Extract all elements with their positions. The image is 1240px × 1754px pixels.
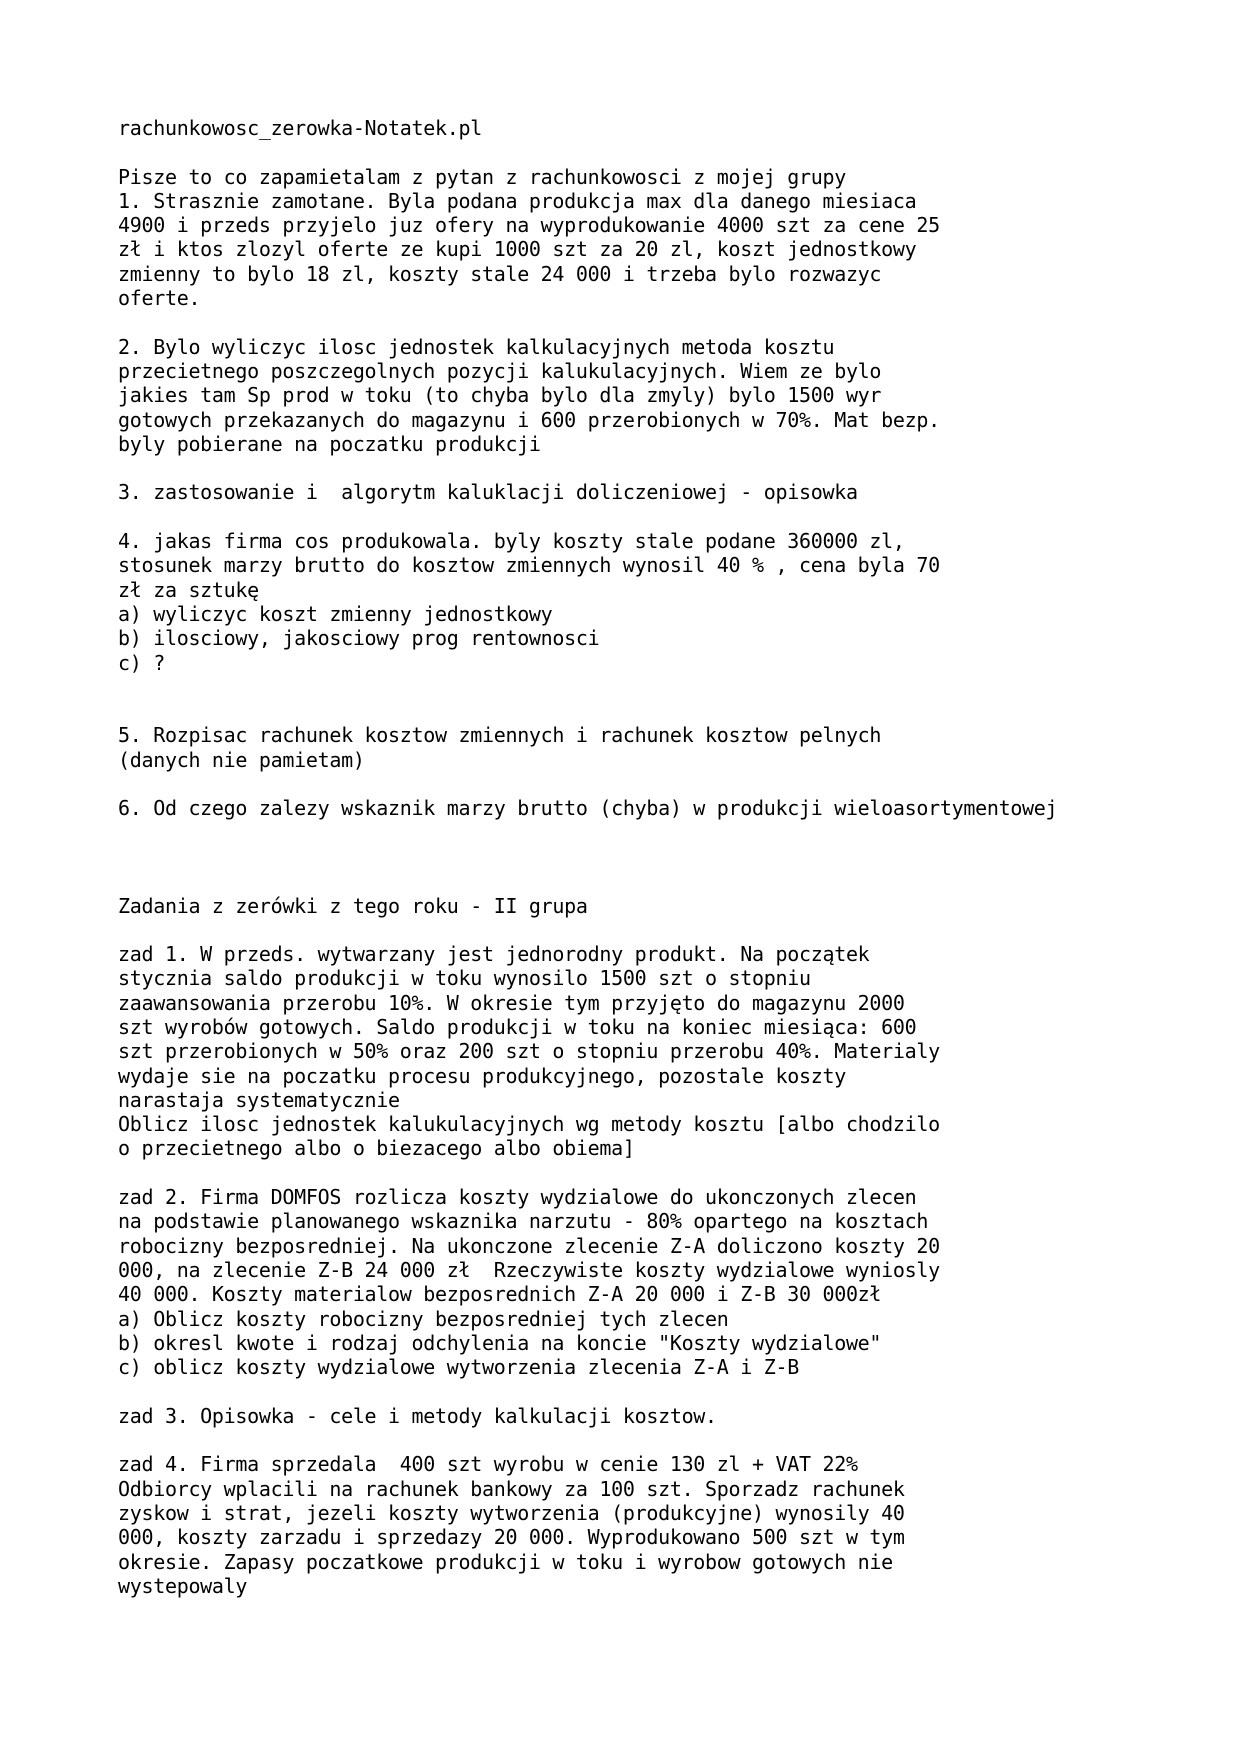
task-1	[118, 942, 1228, 1161]
text-line: 4900 i przeds przyjelo juz ofery na wyprodukowanie 4000 szt za cene 25	[118, 213, 940, 238]
text-line: 4. jakas firma cos produkowala. byly koszty stale podane 360000 zl,	[118, 529, 905, 554]
text-line: stycznia saldo produkcji w toku wynosilo 1500 szt o stopniu	[118, 966, 811, 991]
spacer	[118, 505, 1228, 529]
spacer	[118, 699, 1228, 723]
spacer	[118, 821, 1228, 845]
intro-line: Pisze to co zapamietalam z pytan z rachunkowosci z mojej grupy	[118, 164, 846, 189]
text-line: 1. Strasznie zamotane. Byla podana produkcja max dla danego miesiaca	[118, 188, 917, 213]
text-line: byly pobierane na poczatku produkcji	[118, 431, 541, 456]
text-line: c) ?	[118, 650, 165, 675]
text-line: robocizny bezposredniej. Na ukonczone zlecenie Z-A doliczono koszty 20	[118, 1233, 940, 1258]
spacer	[118, 1161, 1228, 1185]
text-line: a) wyliczyc koszt zmienny jednostkowy	[118, 601, 553, 626]
task-2	[118, 1185, 1228, 1379]
text-line: b) ilosciowy, jakosciowy prog rentownosci	[118, 626, 600, 651]
spacer	[118, 1428, 1228, 1452]
text-line: 3. zastosowanie i algorytm kaluklacji doliczeniowej - opisowka	[118, 480, 858, 505]
text-line: okresie. Zapasy poczatkowe produkcji w toku i wyrobow gotowych nie	[118, 1549, 893, 1574]
text-line: 5. Rozpisac rachunek kosztow zmiennych i rachunek kosztow pelnych	[118, 723, 882, 748]
text-line: gotowych przekazanych do magazynu i 600 przerobionych w 70%. Mat bezp.	[118, 407, 940, 432]
text-line: zyskow i strat, jezeli koszty wytworzenia (produkcyjne) wynosily 40	[118, 1500, 905, 1525]
text-line: zad 3. Opisowka - cele i metody kalkulacji kosztow.	[118, 1403, 717, 1428]
text-line: Oblicz ilosc jednostek kalukulacyjnych wg metody kosztu [albo chodzilo	[118, 1112, 940, 1137]
spacer	[118, 1379, 1228, 1403]
spacer	[118, 772, 1228, 796]
text-line: zł i ktos zlozyl oferte ze kupi 1000 szt za 20 zl, koszt jednostkowy	[118, 237, 917, 262]
text-line: 000, na zlecenie Z-B 24 000 zł Rzeczywiste koszty wydzialowe wyniosly	[118, 1257, 940, 1282]
text-line: narastaja systematycznie	[118, 1087, 400, 1112]
text-line: szt przerobionych w 50% oraz 200 szt o stopniu przerobu 40%. Materialy	[118, 1039, 940, 1064]
text-line: Odbiorcy wplacili na rachunek bankowy za 100 szt. Sporzadz rachunek	[118, 1476, 905, 1501]
question-4	[118, 529, 1228, 675]
text-line: zad 4. Firma sprzedala 400 szt wyrobu w cenie 130 zl + VAT 22%	[118, 1452, 858, 1477]
text-line: 2. Bylo wyliczyc ilosc jednostek kalkulacyjnych metoda kosztu	[118, 334, 835, 359]
question-3	[118, 480, 1228, 504]
text-line: c) oblicz koszty wydzialowe wytworzenia zlecenia Z-A i Z-B	[118, 1355, 799, 1380]
text-line: przecietnego poszczegolnych pozycji kalukulacyjnych. Wiem ze bylo	[118, 358, 882, 383]
text-line: wystepowaly	[118, 1573, 248, 1598]
spacer	[118, 845, 1228, 869]
text-line: zad 2. Firma DOMFOS rozlicza koszty wydzialowe do ukonczonych zlecen	[118, 1185, 917, 1210]
question-6	[118, 796, 1228, 820]
text-line: zł za sztukę	[118, 577, 259, 602]
text-line: b) okresl kwote i rodzaj odchylenia na koncie "Koszty wydzialowe"	[118, 1330, 882, 1355]
text-line: 40 000. Koszty materialow bezposrednich Z-A 20 000 i Z-B 30 000zł	[118, 1282, 882, 1307]
text-line: a) Oblicz koszty robocizny bezposredniej tych zlecen	[118, 1306, 729, 1331]
spacer	[118, 140, 1228, 164]
text-line: (danych nie pamietam)	[118, 747, 365, 772]
text-line: o przecietnego albo o biezacego albo obiema]	[118, 1136, 635, 1161]
text-line: 000, koszty zarzadu i sprzedazy 20 000. Wyprodukowano 500 szt w tym	[118, 1525, 905, 1550]
spacer	[118, 869, 1228, 893]
text-line: na podstawie planowanego wskaznika narzutu - 80% opartego na kosztach	[118, 1209, 929, 1234]
spacer	[118, 918, 1228, 942]
spacer	[118, 456, 1228, 480]
text-line: stosunek marzy brutto do kosztow zmiennych wynosil 40 % , cena byla 70	[118, 553, 940, 578]
text-line: wydaje sie na poczatku procesu produkcyjnego, pozostale koszty	[118, 1063, 846, 1088]
text-line: zaawansowania przerobu 10%. W okresie tym przyjęto do magazynu 2000	[118, 990, 905, 1015]
question-1	[118, 189, 1228, 310]
text-line: 6. Od czego zalezy wskaznik marzy brutto (chyba) w produkcji wieloasortymentowej	[118, 796, 1058, 821]
document-page	[118, 116, 1228, 1598]
section-title: Zadania z zerówki z tego roku - II grupa	[118, 893, 588, 918]
question-2	[118, 335, 1228, 456]
task-4	[118, 1452, 1228, 1598]
task-3	[118, 1404, 1228, 1428]
text-line: zad 1. W przeds. wytwarzany jest jednorodny produkt. Na początek	[118, 942, 870, 967]
text-line: zmienny to bylo 18 zl, koszty stale 24 000 i trzeba bylo rozwazyc	[118, 261, 882, 286]
text-line: szt wyrobów gotowych. Saldo produkcji w toku na koniec miesiąca: 600	[118, 1014, 917, 1039]
question-5	[118, 723, 1228, 772]
spacer	[118, 675, 1228, 699]
document-header: rachunkowosc_zerowka-Notatek.pl	[118, 116, 482, 140]
text-line: jakies tam Sp prod w toku (to chyba bylo dla zmyly) bylo 1500 wyr	[118, 383, 882, 408]
text-line: oferte.	[118, 286, 201, 311]
spacer	[118, 310, 1228, 334]
